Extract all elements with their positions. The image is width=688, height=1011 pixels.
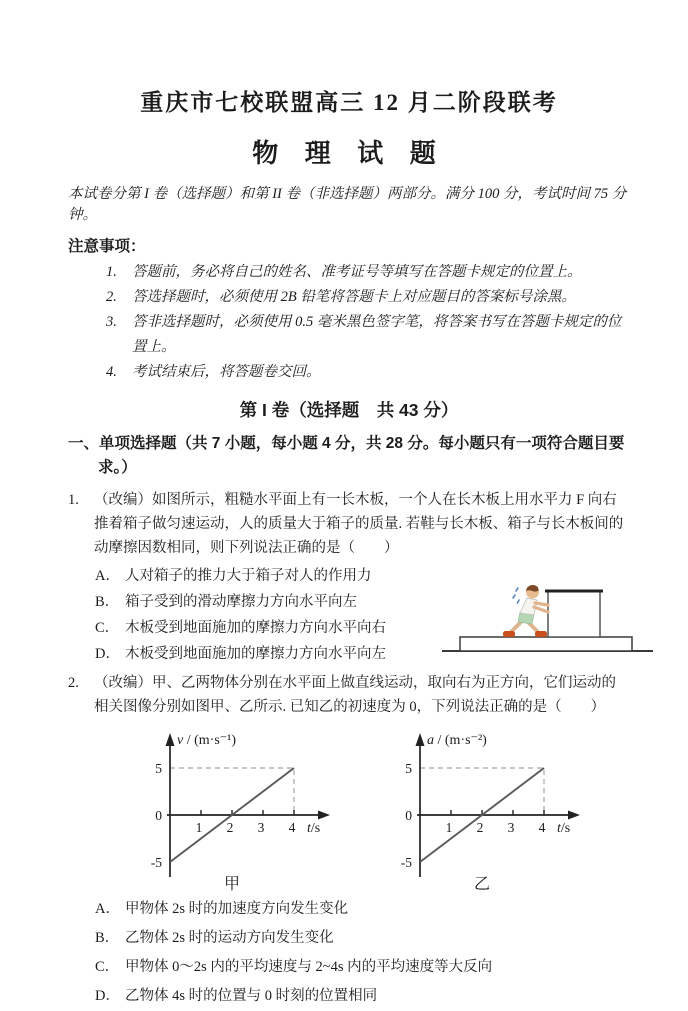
option-label: A． [95, 568, 120, 584]
option-a [95, 563, 440, 589]
svg-text:v / (m·s⁻¹): v / (m·s⁻¹) [177, 733, 237, 748]
option-c [95, 615, 440, 641]
svg-text:2: 2 [226, 820, 234, 835]
svg-text:-5: -5 [150, 855, 162, 870]
option-label: D． [95, 988, 120, 1004]
option-label: B． [95, 594, 120, 610]
option-text: 甲物体 0～2s 内的平均速度与 2~4s 内的平均速度等大反向 [125, 959, 493, 975]
svg-text:5: 5 [155, 761, 162, 776]
note-text: 答非选择题时，必须使用 0.5 毫米黑色签字笔，将答案书写在答题卡规定的位置上。 [132, 314, 622, 355]
svg-text:1: 1 [445, 820, 453, 835]
part-1-heading: 一、单项选择题（共 7 小题，每小题 4 分，共 28 分。每小题只有一项符合题目要求。） [68, 435, 625, 476]
note-text: 答选择题时，必须使用 2B 铅笔将答题卡上对应题目的答案标号涂黑。 [132, 289, 576, 305]
note-number: 3. [106, 314, 117, 330]
option-label: A． [95, 901, 120, 917]
section-1-title: 第 I 卷（选择题 共 43 分） [239, 400, 459, 420]
exam-intro: 本试卷分第 I 卷（选择题）和第 II 卷（非选择题）两部分。满分 100 分，考试时间 75 分钟。 [68, 186, 627, 223]
svg-text:3: 3 [507, 820, 515, 835]
option-text: 甲物体 2s 时的加速度方向发生变化 [125, 901, 349, 917]
option-d [95, 641, 440, 667]
option-label: D． [95, 646, 120, 662]
svg-text:0: 0 [405, 808, 412, 823]
option-b [95, 589, 440, 615]
svg-text:-5: -5 [400, 855, 412, 870]
question-1-options [68, 563, 440, 667]
option-d [95, 982, 630, 1011]
option-b [95, 924, 630, 953]
note-number: 1. [106, 264, 117, 280]
option-label: C． [95, 959, 120, 975]
note-text: 考试结束后，将答题卷交回。 [132, 364, 321, 380]
note-item [106, 360, 630, 385]
note-text: 答题前，务必将自己的姓名、准考证号等填写在答题卡规定的位置上。 [132, 264, 582, 280]
option-text: 人对箱子的推力大于箱子对人的作用力 [125, 568, 372, 584]
svg-text:4: 4 [538, 820, 546, 835]
question-2-stem [68, 671, 630, 719]
question-1-stem [68, 488, 630, 560]
option-text: 木板受到地面施加的摩擦力方向水平向右 [125, 620, 386, 636]
option-a [95, 895, 630, 924]
note-item [106, 285, 630, 310]
question-2-options [68, 895, 630, 1011]
svg-text:乙: 乙 [473, 876, 491, 893]
option-label: B． [95, 930, 120, 946]
option-label: C． [95, 620, 120, 636]
option-text: 箱子受到的滑动摩擦力方向水平向左 [125, 594, 357, 610]
option-text: 木板受到地面施加的摩擦力方向水平向左 [125, 646, 386, 662]
person-pushing-box-figure [440, 563, 655, 667]
box [548, 591, 600, 637]
svg-text:a / (m·s⁻²): a / (m·s⁻²) [427, 733, 487, 748]
velocity-time-graph [112, 723, 337, 893]
option-c [95, 953, 630, 982]
note-item [106, 260, 630, 285]
svg-text:1: 1 [195, 820, 203, 835]
svg-text:0: 0 [155, 808, 162, 823]
question-text: （改编）如图所示，粗糙水平面上有一长木板，一个人在长木板上用水平力 F 向右推着箱子做匀速运动，人的质量大于箱子的质量. 若鞋与长木板、箱子与长木板间的动摩擦因数相同，则下列说法正确的是（ ） [94, 492, 624, 556]
option-text: 乙物体 4s 时的位置与 0 时刻的位置相同 [125, 988, 378, 1004]
plank [460, 637, 632, 651]
exam-title: 重庆市七校联盟高三 12 月二阶段联考 [140, 90, 558, 115]
question-2-graphs [112, 723, 630, 893]
svg-text:5: 5 [405, 761, 412, 776]
svg-text:t/s: t/s [557, 821, 571, 836]
question-number: 2. [68, 675, 79, 691]
question-number: 1. [68, 492, 79, 508]
option-text: 乙物体 2s 时的运动方向发生变化 [125, 930, 334, 946]
notes-heading: 注意事项： [68, 238, 146, 255]
acceleration-time-graph [362, 723, 587, 893]
svg-text:t/s: t/s [307, 821, 321, 836]
subject-title: 物 理 试 题 [252, 139, 446, 168]
svg-text:3: 3 [257, 820, 265, 835]
svg-text:2: 2 [476, 820, 484, 835]
svg-text:甲: 甲 [223, 876, 241, 893]
figure-svg [440, 571, 655, 663]
question-text: （改编）甲、乙两物体分别在水平面上做直线运动，取向右为正方向，它们运动的相关图像分别如图甲、乙所示. 已知乙的初速度为 0，下列说法正确的是（ ） [94, 675, 616, 715]
note-number: 2. [106, 289, 117, 305]
note-number: 4. [106, 364, 117, 380]
svg-text:4: 4 [288, 820, 296, 835]
note-item [106, 310, 630, 360]
person-icon [503, 585, 548, 637]
